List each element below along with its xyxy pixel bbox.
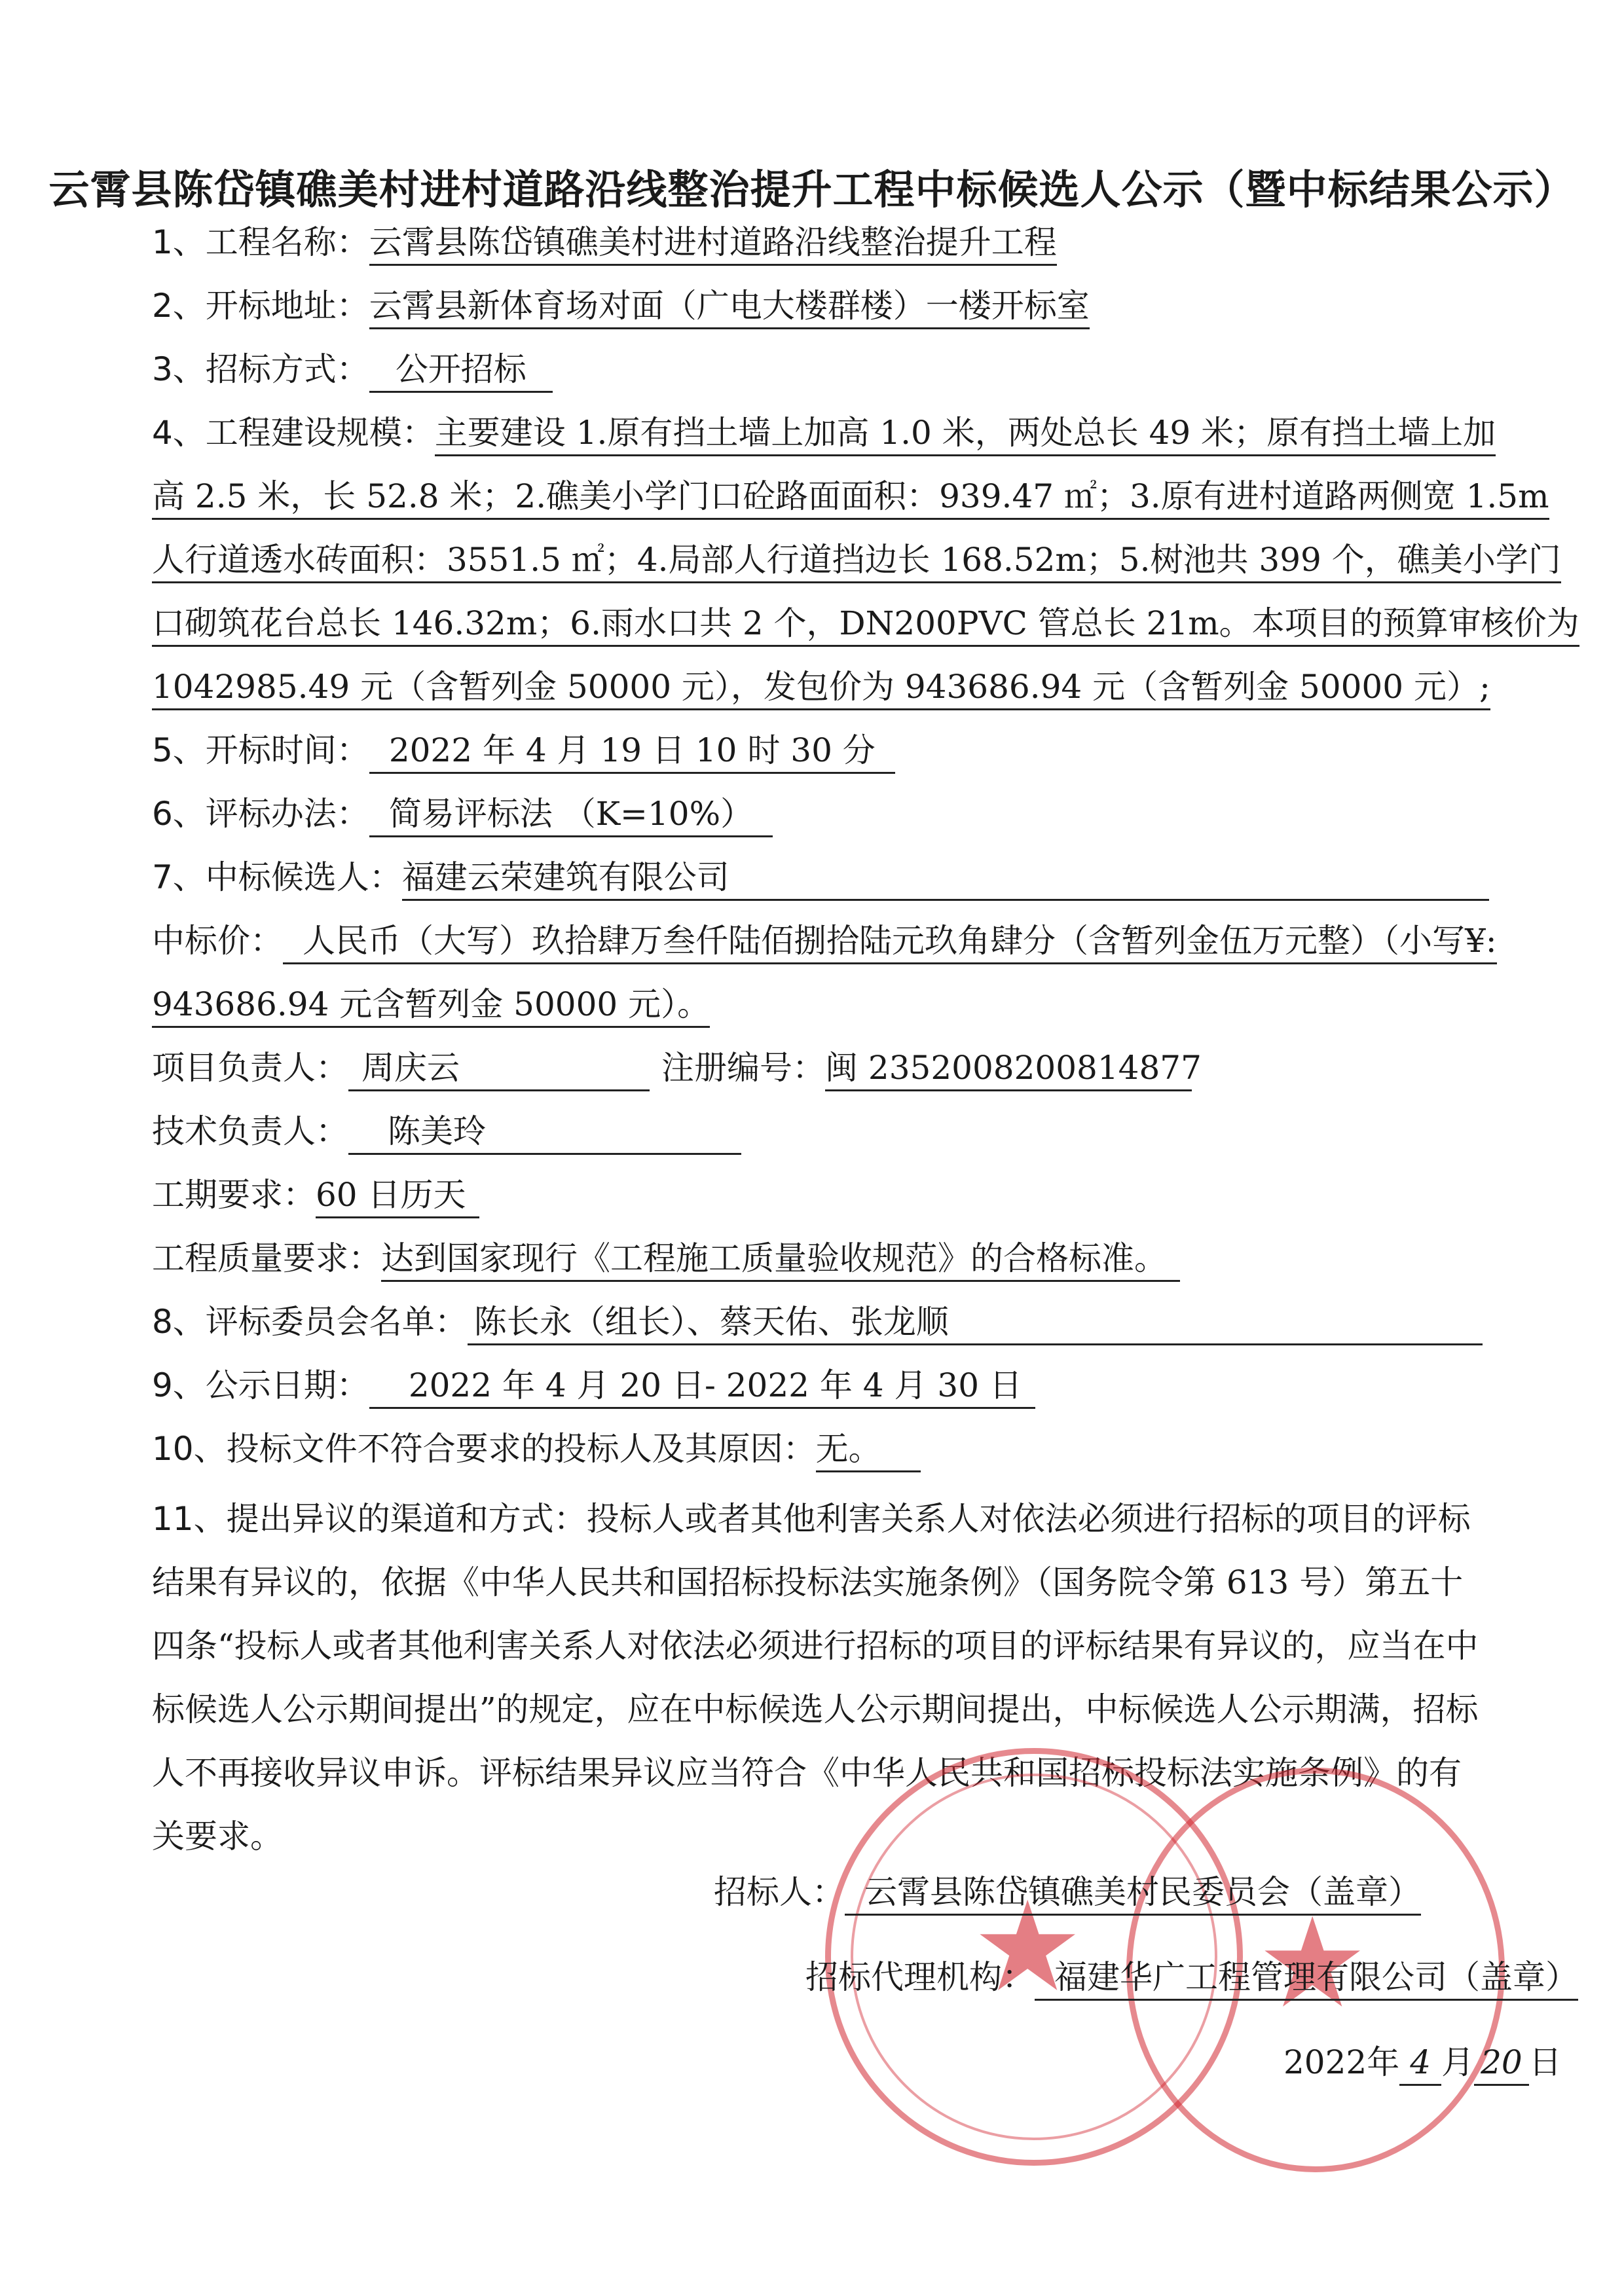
open-address-value: 云霄县新体育场对面（广电大楼群楼）一楼开标室 [369, 284, 1090, 329]
item-registration [661, 1045, 1202, 1091]
item-period [152, 1172, 479, 1218]
item-eval-method [152, 791, 773, 837]
tech-value: 陈美玲 [348, 1110, 741, 1155]
item-tender-method [152, 346, 553, 393]
item-label: 1、工程名称： [152, 223, 369, 261]
item-label: 9、公示日期： [152, 1366, 369, 1404]
date-month: 4 [1399, 2041, 1441, 2086]
reg-value: 闽 2352008200814877 [825, 1046, 1192, 1091]
tenderer-value: 云霄县陈岱镇礁美村民委员会（盖章） [845, 1870, 1421, 1916]
item-scale-line4 [152, 600, 1579, 647]
nonconforming-value: 无。 [816, 1427, 921, 1472]
item-label: 2、开标地址： [152, 287, 369, 325]
item-project-manager [152, 1045, 650, 1091]
item-scale-line5 [152, 664, 1490, 710]
item-label: 技术负责人： [152, 1112, 348, 1150]
item-committee [152, 1299, 1483, 1345]
committee-value: 陈长永（组长）、蔡天佑、张龙顺 [468, 1300, 1483, 1345]
date-day: 20 [1474, 2041, 1529, 2086]
item-label: 中标价： [152, 922, 283, 960]
publicity-date-value: 2022 年 4 月 20 日- 2022 年 4 月 30 日 [369, 1364, 1035, 1409]
date-month-unit: 月 [1441, 2043, 1475, 2081]
item-label: 注册编号： [661, 1049, 825, 1087]
agency-label: 招标代理机构： [805, 1958, 1035, 1996]
tender-method-value: 公开招标 [369, 348, 553, 393]
item-quality [152, 1235, 1180, 1282]
item-label: 3、招标方式： [152, 350, 369, 388]
item-open-address [152, 283, 1090, 329]
item-label: 8、评标委员会名单： [152, 1303, 468, 1341]
date-year: 2022 [1283, 2043, 1367, 2081]
item-label: 4、工程建设规模： [152, 414, 435, 452]
item-label: 11、提出异议的渠道和方式： [152, 1500, 587, 1538]
project-name-value: 云霄县陈岱镇礁美村进村道路沿线整治提升工程 [369, 221, 1057, 266]
sign-date [1283, 2039, 1562, 2086]
item-label: 5、开标时间： [152, 731, 369, 769]
item-label: 7、中标候选人： [152, 858, 402, 896]
open-time-value: 2022 年 4 月 19 日 10 时 30 分 [369, 729, 895, 774]
item-label: 项目负责人： [152, 1049, 348, 1087]
scale-text-5: 1042985.49 元（含暂列金 50000 元），发包价为 943686.94 元（含暂列金 50000 元）; [152, 665, 1490, 710]
item-winner [152, 854, 1489, 901]
item-label: 工期要求： [152, 1176, 316, 1214]
winner-value: 福建云荣建筑有限公司 [402, 856, 1489, 901]
tenderer-label: 招标人： [714, 1873, 845, 1911]
item-tech-lead [152, 1108, 741, 1155]
scale-text-2: 高 2.5 米，长 52.8 米；2.礁美小学门口砼路面面积：939.47 ㎡；3.原有进村道路两侧宽 1.5m [152, 475, 1549, 520]
agency-value: 福建华广工程管理有限公司（盖章） [1035, 1956, 1578, 2001]
item-price-line2 [152, 981, 710, 1028]
date-year-unit: 年 [1367, 2043, 1400, 2081]
item-project-name [152, 219, 1057, 266]
price-text-1: 人民币（大写）玖拾肆万叁仟陆佰捌拾陆元玖角肆分（含暂列金伍万元整）（小写¥: [283, 919, 1497, 964]
item-publicity-date [152, 1362, 1035, 1409]
item-scale-line1 [152, 410, 1496, 456]
scale-text-1: 主要建设 1.原有挡土墙上加高 1.0 米，两处总长 49 米；原有挡土墙上加 [435, 411, 1496, 456]
agency-seal: ★ [1126, 1768, 1505, 2172]
item-price-line1 [152, 918, 1497, 964]
date-day-unit: 日 [1528, 2043, 1562, 2081]
item-scale-line2 [152, 473, 1549, 520]
item-label: 10、投标文件不符合要求的投标人及其原因： [152, 1430, 816, 1468]
item-label: 工程质量要求： [152, 1239, 381, 1277]
tenderer-line [714, 1869, 1421, 1916]
item-scale-line3 [152, 537, 1561, 583]
pm-value: 周庆云 [348, 1046, 650, 1091]
village-committee-seal: ★ [825, 1748, 1243, 2166]
eval-method-value: 简易评标法 （K=10%） [369, 792, 773, 837]
item-nonconforming [152, 1426, 921, 1472]
objection-text: 投标人或者其他利害关系人对依法必须进行招标的项目的评标结果有异议的，依据《中华人民共和国招标投标法实施条例》（国务院令第 613 号）第五十四条“投标人或者其他利害关系人对依法必须进行招标的项目的评标结果有异议的，应当在中标候选人公示期间提出”的规定，应在中标候选人公示期间提出，中标候选人公示期满，招标人不再接收异议申诉。评标结果异议应当符合《中华人民共和国招标投标法实施条例》的有关要求。 [152, 1500, 1479, 1855]
item-label: 6、评标办法： [152, 795, 369, 833]
scale-text-3: 人行道透水砖面积：3551.5 ㎡；4.局部人行道挡边长 168.52m；5.树池共 399 个，礁美小学门 [152, 538, 1561, 583]
agency-line [805, 1954, 1578, 2001]
page-title: 云霄县陈岱镇礁美村进村道路沿线整治提升工程中标候选人公示（暨中标结果公示） [48, 166, 1576, 213]
quality-value: 达到国家现行《工程施工质量验收规范》的合格标准。 [381, 1237, 1180, 1282]
scale-text-4: 口砌筑花台总长 146.32m；6.雨水口共 2 个，DN200PVC 管总长 21m。本项目的预算审核价为 [152, 602, 1579, 647]
item-open-time [152, 727, 895, 774]
price-text-2: 943686.94 元含暂列金 50000 元）。 [152, 983, 710, 1028]
period-value: 60 日历天 [316, 1173, 479, 1218]
